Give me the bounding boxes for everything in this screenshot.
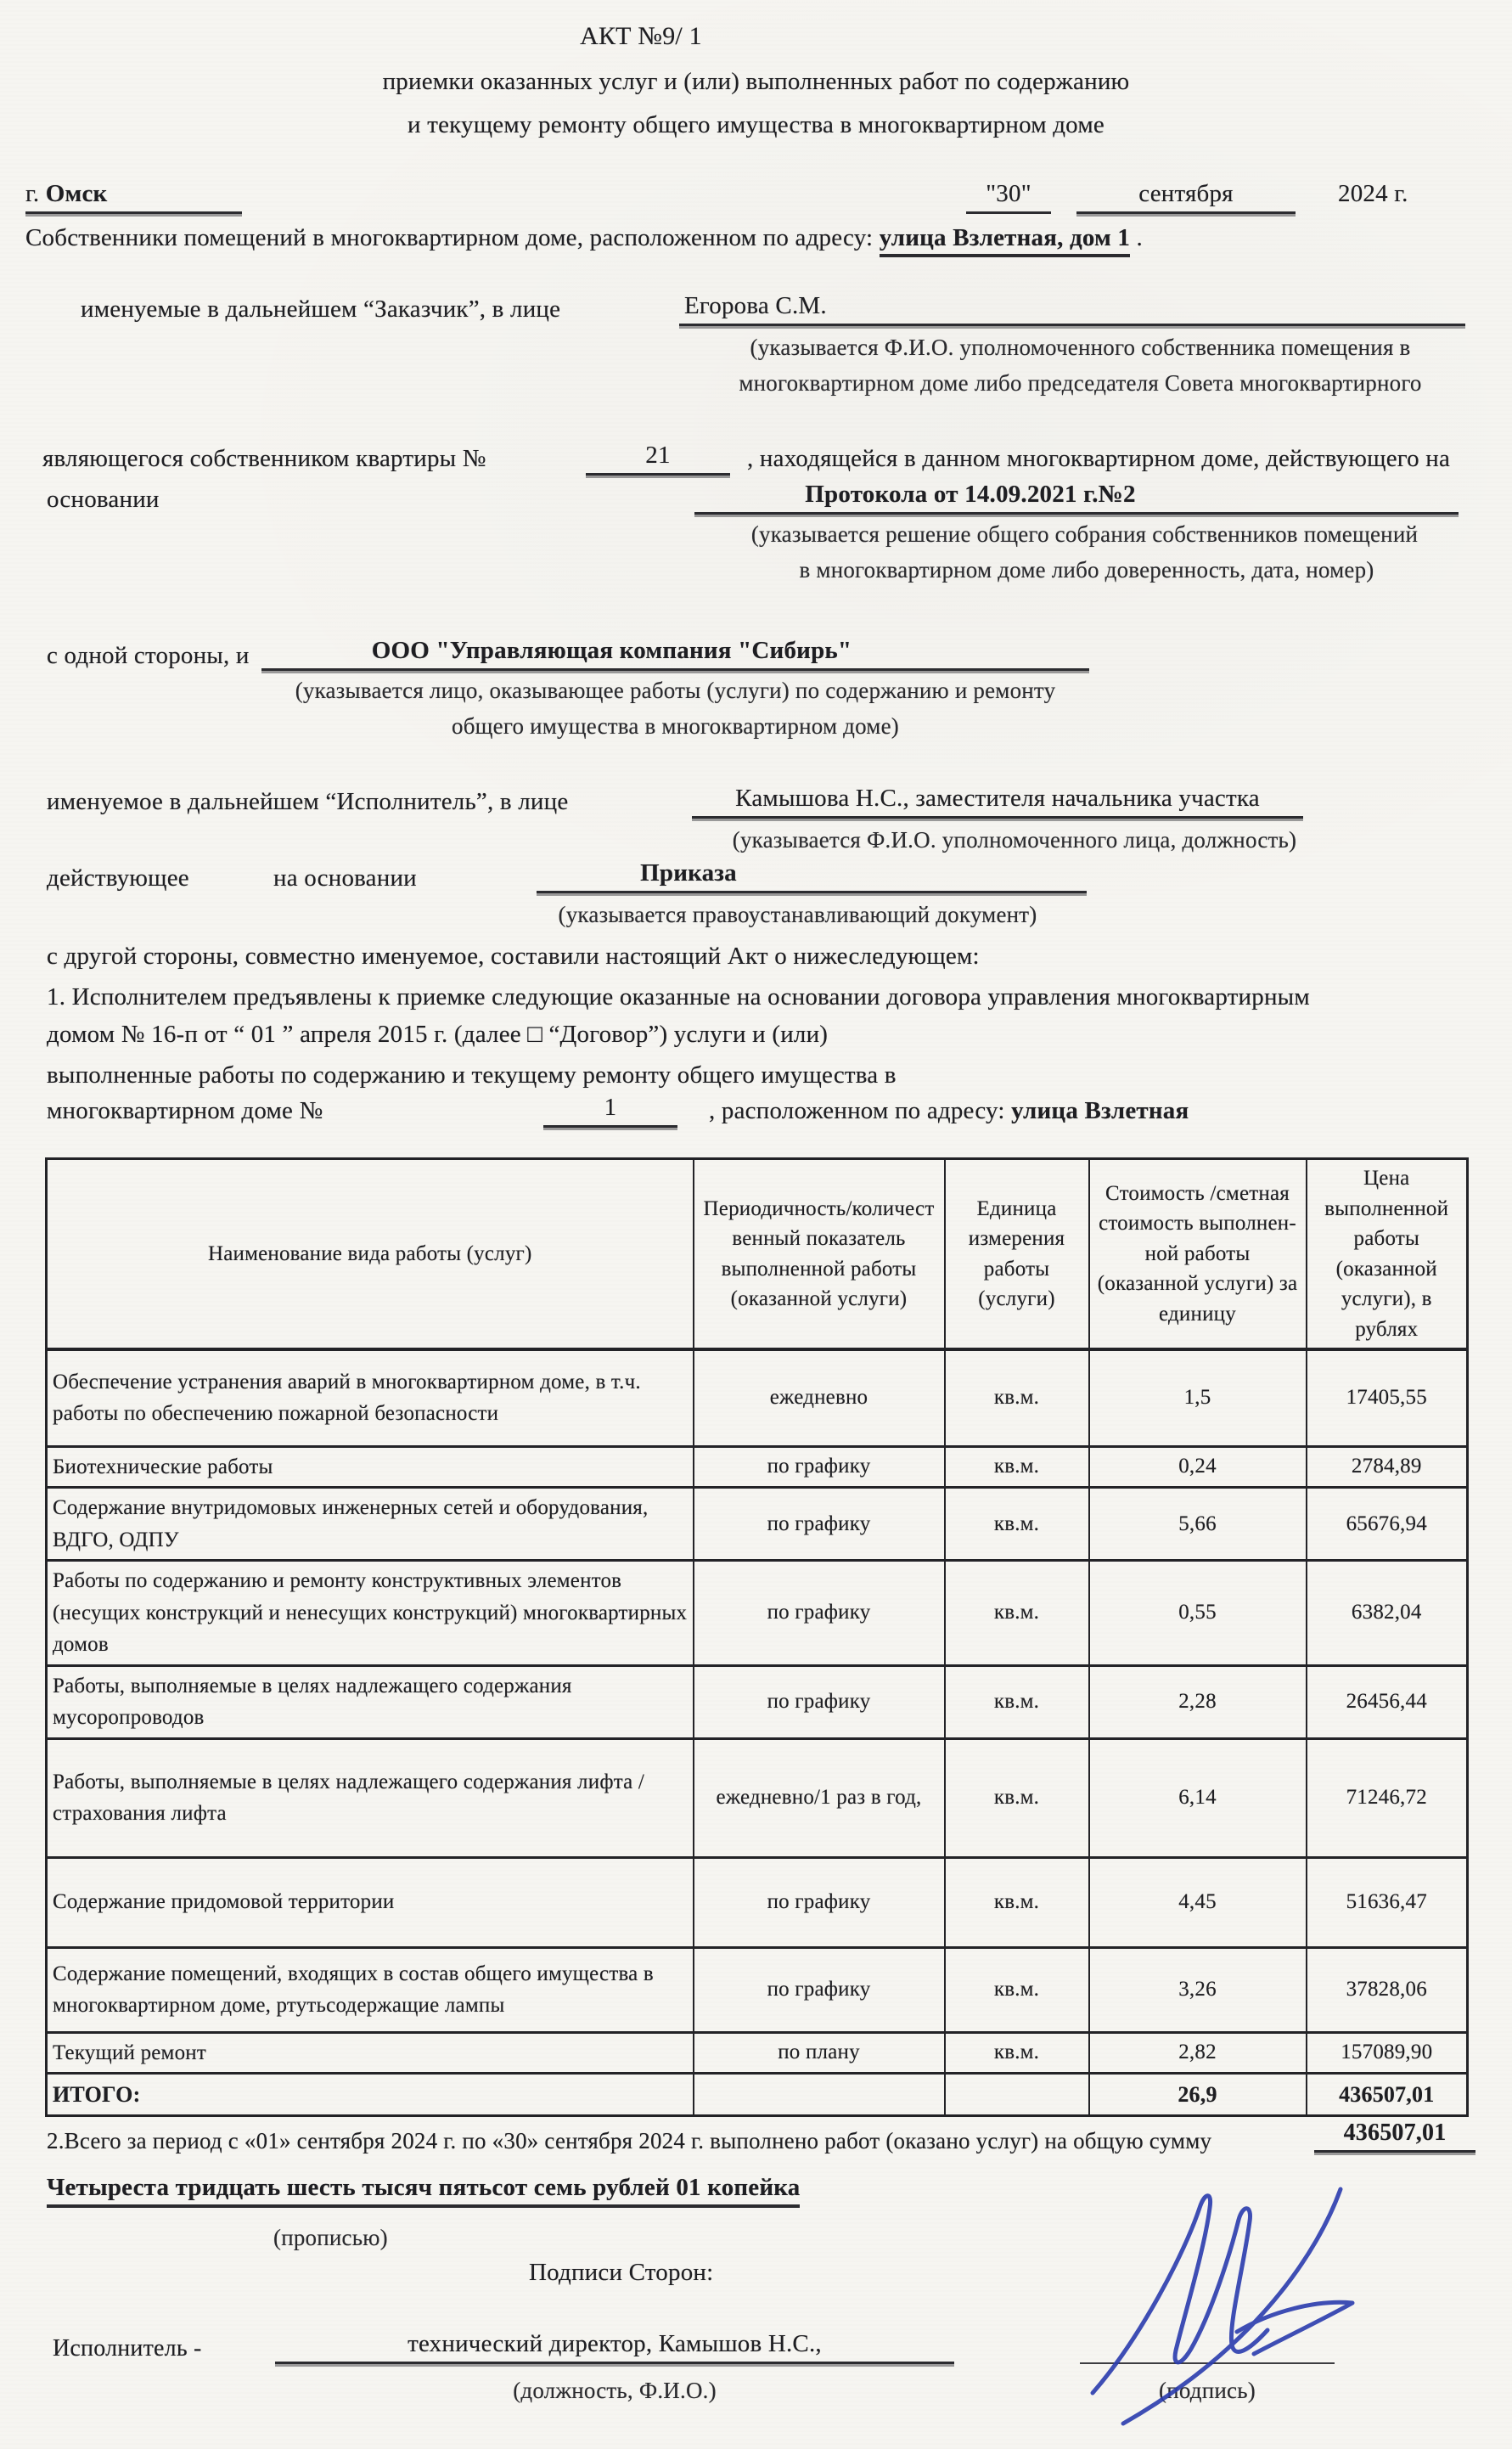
customer-label: именуемые в дальнейшем “Заказчик”, в лице [81, 296, 561, 323]
address-field: улица Взлетная, дом 1 [880, 224, 1130, 257]
table-row: Содержание придомовой территории по графику кв.м. 4,45 51636,47 [47, 1857, 1468, 1947]
executor-position-field: технический директор, Камышов Н.С., [275, 2330, 954, 2364]
apartment-number-field: 21 [586, 442, 730, 476]
company-label: с одной стороны, и [47, 642, 250, 669]
table-row: Содержание внутридомовых инженерных сетей и оборудования, ВДГО, ОДПУ по графику кв.м. 5,66 65676,94 [47, 1488, 1468, 1561]
act-subtitle-2: и текущему ремонту общего имущества в многоквартирном доме [408, 111, 1104, 138]
services-table [45, 1157, 1469, 2117]
basis-hint-1: (указывается решение общего собрания собственников помещений [750, 521, 1419, 547]
house-number-field: 1 [543, 1094, 677, 1128]
basis-hint-2: в многоквартирном доме либо доверенность, дата, номер) [799, 557, 1374, 583]
col-header-unit: Единица измерения работы (услуги) [945, 1159, 1089, 1350]
owners-line: Собственники помещений в многоквартирном доме, расположенном по адресу: улица Взлетная, дом 1 . [25, 224, 1143, 252]
signature-stroke [1048, 2170, 1380, 2435]
company-name-field: ООО "Управляющая компания "Сибирь" [261, 637, 1089, 671]
table-row: Содержание помещений, входящих в состав общего имущества в многоквартирном доме, ртутьсодержащие лампы по графику кв.м. 3,26 37828,06 [47, 1947, 1468, 2032]
words-hint: (прописью) [273, 2225, 388, 2250]
table-row: Текущий ремонт по плану кв.м. 2,82 157089,90 [47, 2032, 1468, 2074]
month-field: сентября [1076, 180, 1296, 214]
table-row: Обеспечение устранения аварий в многоквартирном доме, в т.ч. работы по обеспечению пожарной безопасности ежедневно кв.м. 1,5 17405,55 [47, 1349, 1468, 1446]
clause1-line-1: 1. Исполнителем предъявлены к приемке следующие оказанные на основании договора управления многоквартирным [47, 983, 1310, 1011]
total-amount-field: 436507,01 [1314, 2120, 1475, 2153]
year-label: 2024 г. [1338, 180, 1408, 207]
table-row: Работы, выполняемые в целях надлежащего содержания мусоропроводов по графику кв.м. 2,28 26456,44 [47, 1665, 1468, 1738]
clause1-line-2: домом № 16-п от “ 01 ” апреля 2015 г. (далее □ “Договор”) услуги и (или) [47, 1021, 829, 1048]
position-hint: (должность, Ф.И.О.) [513, 2378, 717, 2403]
total-row: ИТОГО: 26,9 436507,01 [47, 2074, 1468, 2116]
table-row: Биотехнические работы по графику кв.м. 0,24 2784,89 [47, 1446, 1468, 1488]
table-row: Работы, выполняемые в целях надлежащего содержания лифта / страхования лифта ежедневно/1 раз в год, кв.м. 6,14 71246,72 [47, 1738, 1468, 1857]
company-hint-1: (указывается лицо, оказывающее работы (услуги) по содержанию и ремонту [295, 678, 1056, 703]
apartment-label: являющегося собственником квартиры № [42, 445, 486, 472]
col-header-period: Периодичность/количест венный показатель выполненной работы (оказанной услуги) [694, 1159, 945, 1350]
executor-hint: (указывается Ф.И.О. уполномоченного лица, должность) [732, 827, 1297, 853]
customer-name-field: Егорова С.М. [679, 292, 1465, 326]
signatures-title: Подписи Сторон: [529, 2259, 714, 2286]
preamble: с другой стороны, совместно именуемое, составили настоящий Акт о нижеследующем: [47, 943, 980, 970]
col-header-cost: Стоимость /сметная стоимость выполнен-ной работы (оказанной услуги) за единицу [1089, 1159, 1307, 1350]
day-field: "30" [966, 180, 1051, 214]
clause1-line-4-label: многоквартирном доме № [47, 1097, 323, 1124]
table-row: Работы по содержанию и ремонту конструктивных элементов (несущих конструкций и ненесущих конструкций) многоквартирных домов по графику кв.м. 0,55 6382,04 [47, 1561, 1468, 1666]
apartment-line-tail: , находящейся в данном многоквартирном доме, действующего на [747, 445, 1451, 472]
city-value: Омск [45, 180, 108, 207]
basis-label: основании [47, 486, 160, 513]
executor-name-field: Камышова Н.С., заместителя начальника участка [692, 785, 1303, 819]
basis-value-field: Протокола от 14.09.2021 г.№2 [694, 481, 1459, 515]
city-field: г. Омск [25, 180, 242, 214]
signature-hint: (подпись) [1159, 2378, 1256, 2403]
table-header-row [47, 1159, 1468, 1350]
executor-role-label: Исполнитель - [53, 2335, 202, 2362]
street-value: улица Взлетная [1011, 1097, 1189, 1124]
customer-hint-2: многоквартирном доме либо председателя Совета многоквартирного [739, 370, 1422, 396]
col-header-price: Цена выполненной работы (оказанной услуги), в рублях [1307, 1159, 1468, 1350]
company-hint-2: общего имущества в многоквартирном доме) [452, 713, 899, 739]
acting-value-field: Приказа [537, 859, 1087, 893]
acting-label-1: действующее [47, 864, 189, 892]
acting-hint: (указывается правоустанавливающий документ) [558, 902, 1037, 927]
clause2-line: 2.Всего за период с «01» сентября 2024 г. по «30» сентября 2024 г. выполнено работ (оказано услуг) на общую сумму [47, 2128, 1212, 2153]
amount-words: Четыреста тридцать шесть тысяч пятьсот семь рублей 01 копейка [47, 2174, 800, 2208]
col-header-name: Наименование вида работы (услуг) [47, 1159, 694, 1350]
acting-label-2: на основании [273, 864, 417, 892]
clause1-line-4-tail: , расположенном по адресу: улица Взлетная [709, 1097, 1189, 1124]
executor-label: именуемое в дальнейшем “Исполнитель”, в лице [47, 788, 569, 815]
customer-hint-1: (указывается Ф.И.О. уполномоченного собственника помещения в [750, 335, 1411, 360]
act-number: АКТ №9/ 1 [580, 22, 702, 50]
act-subtitle-1: приемки оказанных услуг и (или) выполненных работ по содержанию [382, 68, 1130, 95]
clause1-line-3: выполненные работы по содержанию и текущему ремонту общего имущества в [47, 1061, 897, 1089]
